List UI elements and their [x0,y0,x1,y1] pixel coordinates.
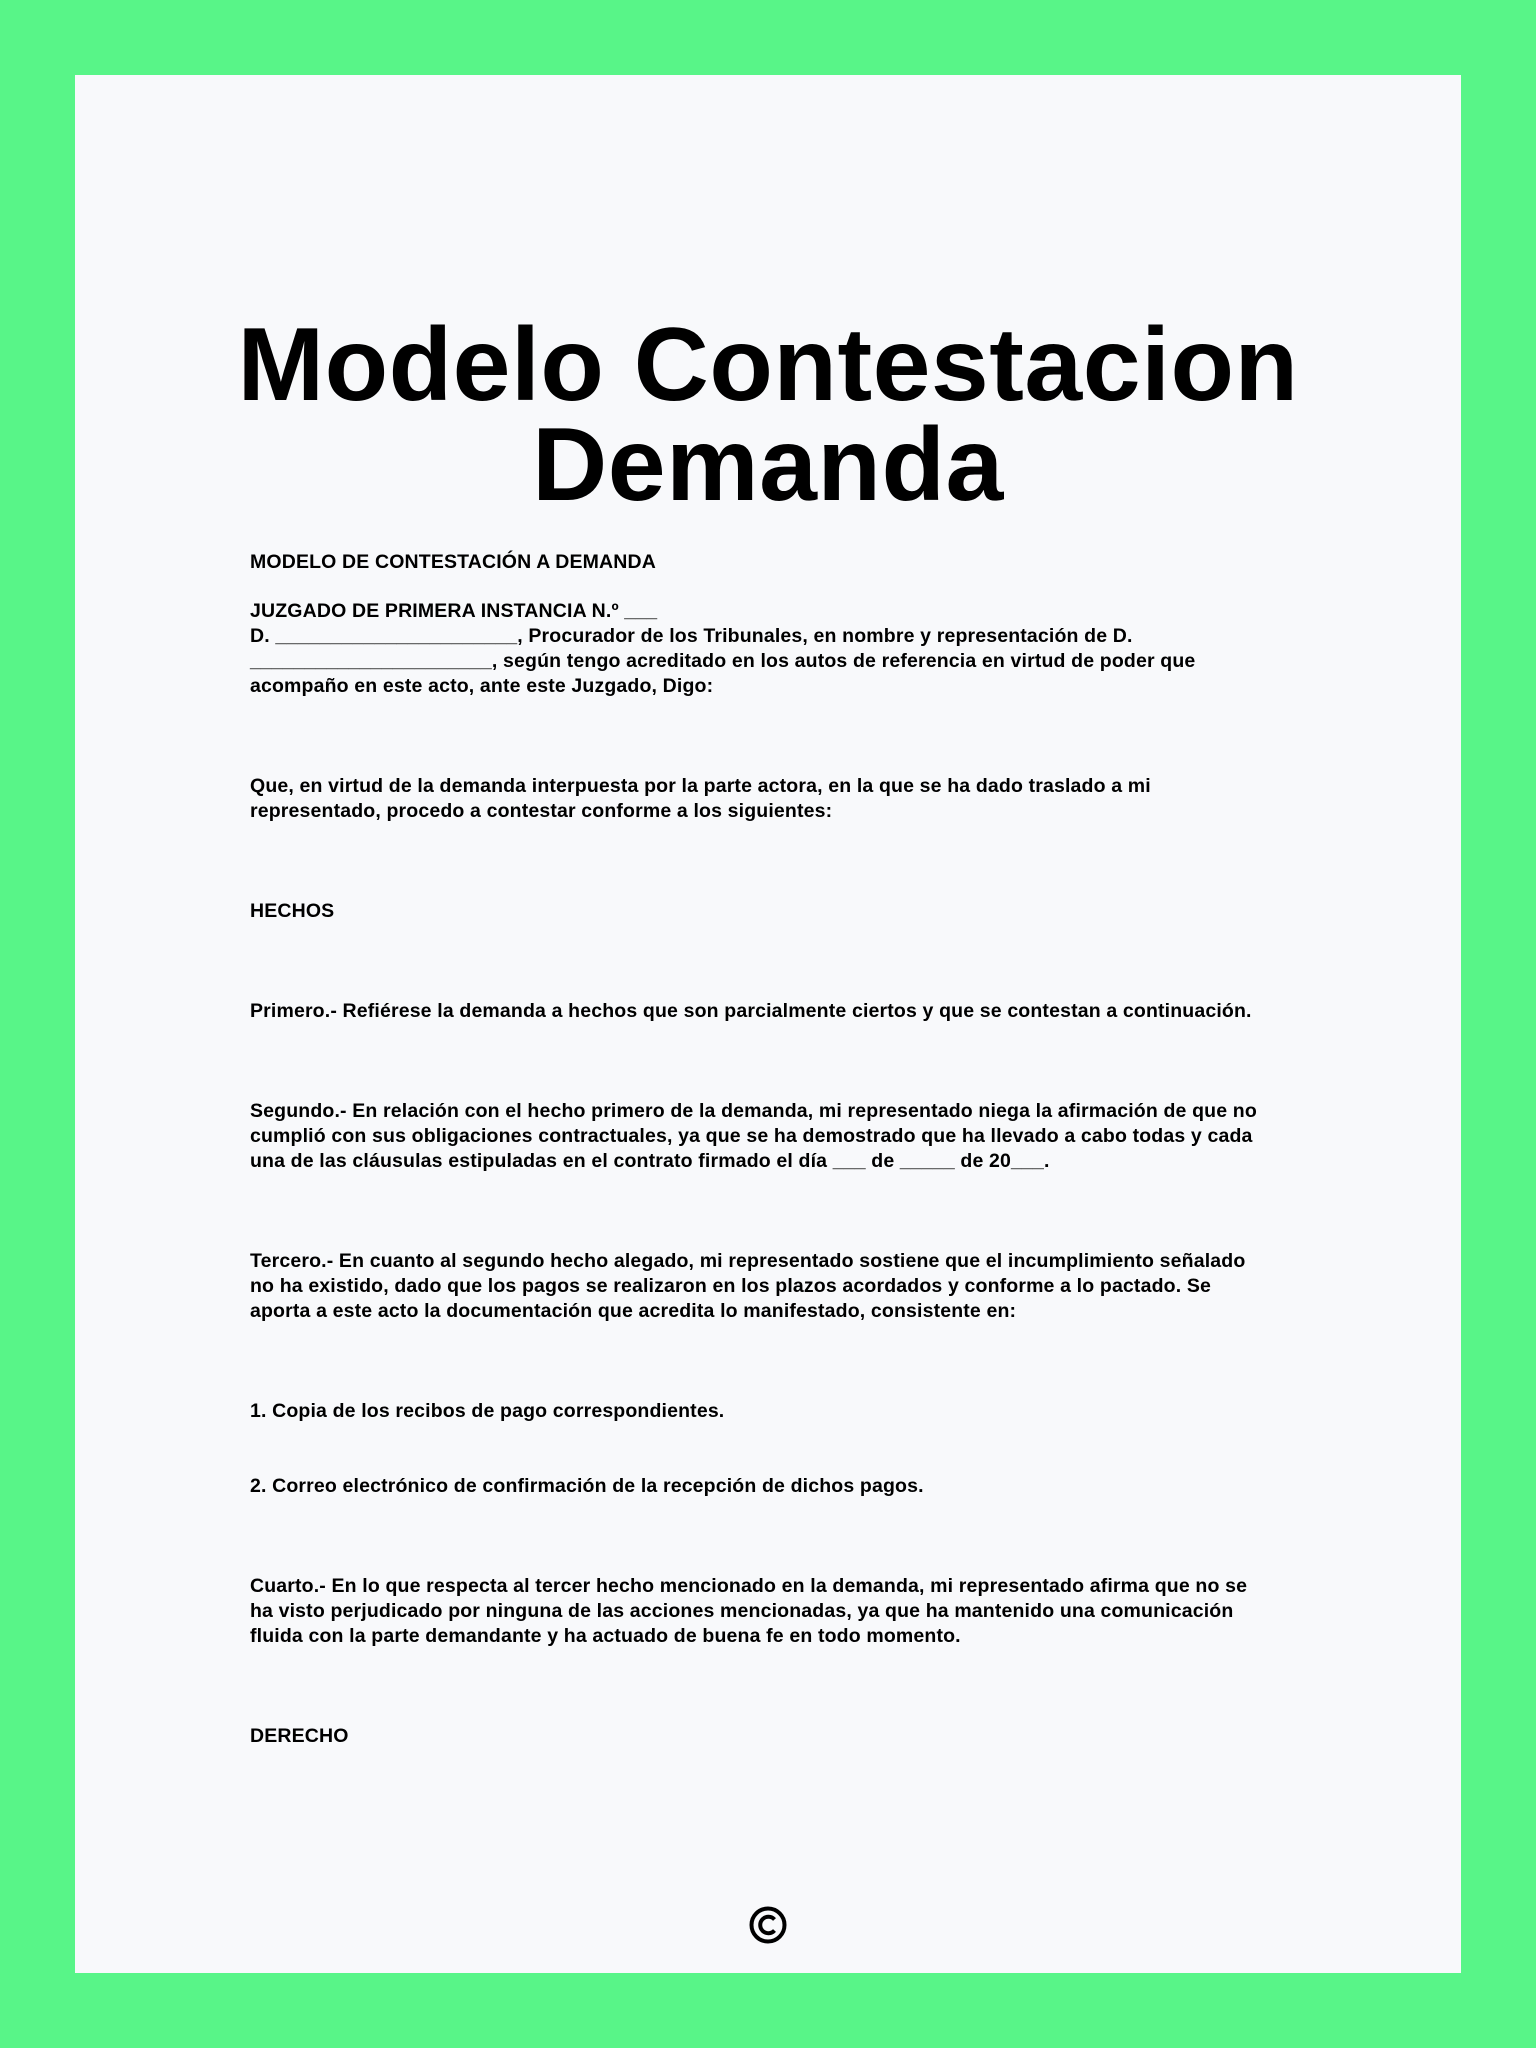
statement-block [250,774,1310,824]
statement-paragraph: Que, en virtud de la demanda interpuesta por la parte actora, en la que se ha dado traslado a mi representado, procedo a contestar conforme a los siguientes: [250,775,1151,822]
title-line-1: Modelo Contestacion [237,307,1299,423]
primero-block [250,999,1310,1024]
document-page [75,75,1461,1973]
document-heading: MODELO DE CONTESTACIÓN A DEMANDA [250,551,656,573]
segundo-paragraph: Segundo.- En relación con el hecho primero de la demanda, mi representado niega la afirmación de que no cumplió con sus obligaciones contractuales, ya que se ha demostrado que ha llevado a cabo todas y cada una de las cláusulas estipuladas en el contrato firmado el día ___ de _____ de 20___. [250,1100,1257,1172]
intro-paragraph: D. ______________________, Procurador de los Tribunales, en nombre y representación de D. ______________________, según tengo acreditado en los autos de referencia en virtud de poder que acompaño en este acto, ante este Juzgado, Digo: [250,625,1196,697]
document-heading-block [250,550,1310,575]
hechos-heading: HECHOS [250,900,335,922]
list-item: 1. Copia de los recibos de pago correspondientes. [250,1400,725,1422]
title-line-2: Demanda [532,407,1004,523]
document-title [75,307,1461,523]
item1-block [250,1399,1310,1424]
segundo-block [250,1099,1310,1174]
copyright-icon [748,1905,788,1945]
primero-paragraph: Primero.- Refiérese la demanda a hechos que son parcialmente ciertos y que se contestan a continuación. [250,1000,1252,1022]
cuarto-block [250,1574,1310,1649]
court-intro-block [250,599,1310,699]
list-item: 2. Correo electrónico de confirmación de la recepción de dichos pagos. [250,1475,924,1497]
tercero-paragraph: Tercero.- En cuanto al segundo hecho alegado, mi representado sostiene que el incumplimiento señalado no ha existido, dado que los pagos se realizaron en los plazos acordados y conforme a lo pactado. Se aporta a este acto la documentación que acredita lo manifestado, consistente en: [250,1250,1246,1322]
derecho-heading: DERECHO [250,1725,349,1747]
cuarto-paragraph: Cuarto.- En lo que respecta al tercer hecho mencionado en la demanda, mi representado afirma que no se ha visto perjudicado por ninguna de las acciones mencionadas, ya que ha mantenido una comunicación fluida con la parte demandante y ha actuado de buena fe en todo momento. [250,1575,1248,1647]
derecho-block [250,1724,1310,1749]
tercero-block [250,1249,1310,1324]
item2-block [250,1474,1310,1499]
hechos-block [250,899,1310,924]
court-line: JUZGADO DE PRIMERA INSTANCIA N.º ___ [250,600,658,622]
